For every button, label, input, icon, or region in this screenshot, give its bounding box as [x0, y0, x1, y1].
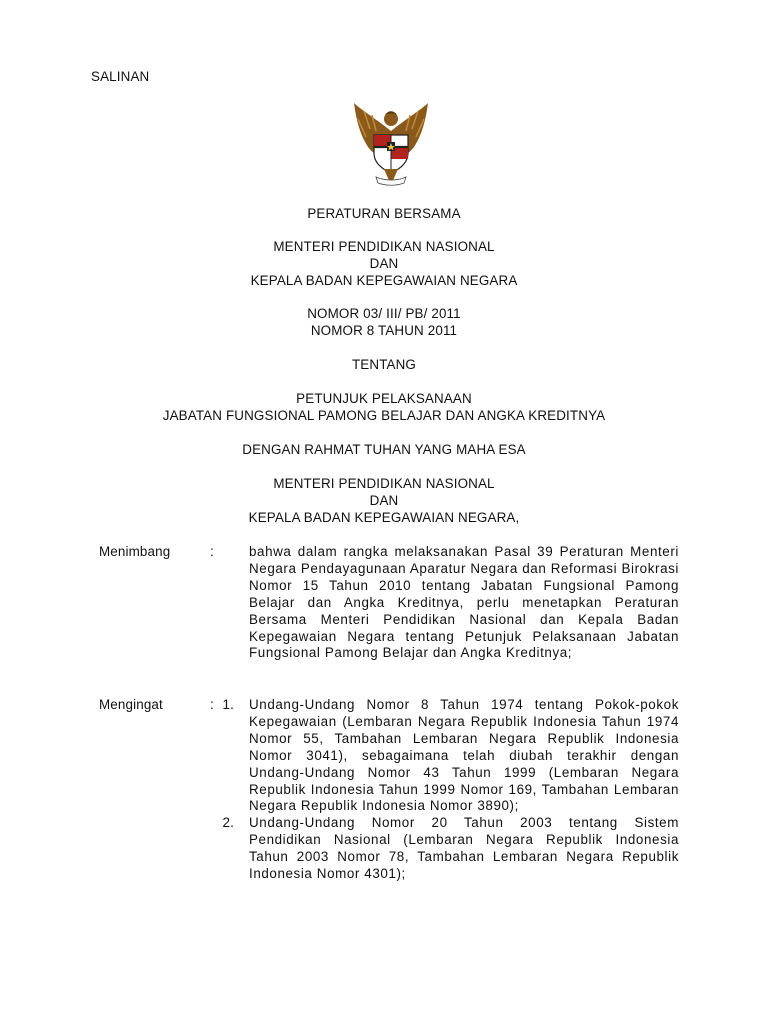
mengingat-colon: :: [210, 697, 214, 712]
mengingat-item-text: Undang-Undang Nomor 20 Tahun 2003 tentang Sistem Pendidikan Nasional (Lembaran Negara Republik Indonesia Tahun 2003 Nomor 78, Tambahan Lembaran Negara Republik Indonesia Nomor 4301);: [249, 815, 679, 881]
title-line-jabatan: JABATAN FUNGSIONAL PAMONG BELAJAR DAN ANGKA KREDITNYA: [162, 408, 606, 423]
title-line-tentang: TENTANG: [351, 357, 417, 372]
title-line-nomor-1: NOMOR 03/ III/ PB/ 2011: [307, 306, 461, 321]
salinan-label: SALINAN: [91, 69, 150, 84]
title-line-menteri: MENTERI PENDIDIKAN NASIONAL: [273, 239, 495, 254]
mengingat-item-number: 2.: [222, 815, 234, 830]
menimbang-colon: :: [210, 544, 214, 559]
mengingat-item-text: Undang-Undang Nomor 8 Tahun 1974 tentang Pokok-pokok Kepegawaian (Lembaran Negara Republik Indonesia Tahun 1974 Nomor 55, Tambahan Lembaran Negara Republik Indonesia Nomor 3041), sebagaimana telah diubah terakhir dengan Undang-Undang Nomor 43 Tahun 1999 (Lembaran Negara Republik Indonesia Tahun 1999 Nomor 169, Tambahan Lembaran Negara Republik Indonesia Nomor 3890);: [249, 697, 679, 814]
title-line-rahmat: DENGAN RAHMAT TUHAN YANG MAHA ESA: [242, 442, 526, 457]
title-line-dan-2: DAN: [369, 493, 399, 508]
title-line-petunjuk: PETUNJUK PELAKSANAAN: [296, 391, 472, 406]
title-line-nomor-2: NOMOR 8 TAHUN 2011: [310, 323, 458, 338]
title-line-peraturan-bersama: PERATURAN BERSAMA: [307, 206, 461, 221]
title-line-dan: DAN: [369, 256, 399, 271]
menimbang-text: bahwa dalam rangka melaksanakan Pasal 39 Peraturan Menteri Negara Pendayagunaan Aparatur Negara dan Reformasi Birokrasi Nomor 15 Tahun 2010 tentang Jabatan Fungsional Pamong Belajar dan Angka Kreditnya, perlu menetapkan Peraturan Bersama Menteri Pendidikan Nasional dan Kepala Badan Kepegawaian Negara tentang Petunjuk Pelaksanaan Jabatan Fungsional Pamong Belajar dan Angka Kreditnya;: [249, 544, 679, 661]
garuda-emblem-icon: [346, 101, 436, 191]
title-line-kepala: KEPALA BADAN KEPEGAWAIAN NEGARA: [250, 273, 518, 288]
title-line-menteri-2: MENTERI PENDIDIKAN NASIONAL: [273, 476, 495, 491]
mengingat-item-number: 1.: [222, 697, 234, 712]
menimbang-label: Menimbang: [99, 544, 171, 559]
mengingat-label: Mengingat: [99, 697, 163, 712]
title-line-kepala-2: KEPALA BADAN KEPEGAWAIAN NEGARA,: [248, 510, 520, 525]
